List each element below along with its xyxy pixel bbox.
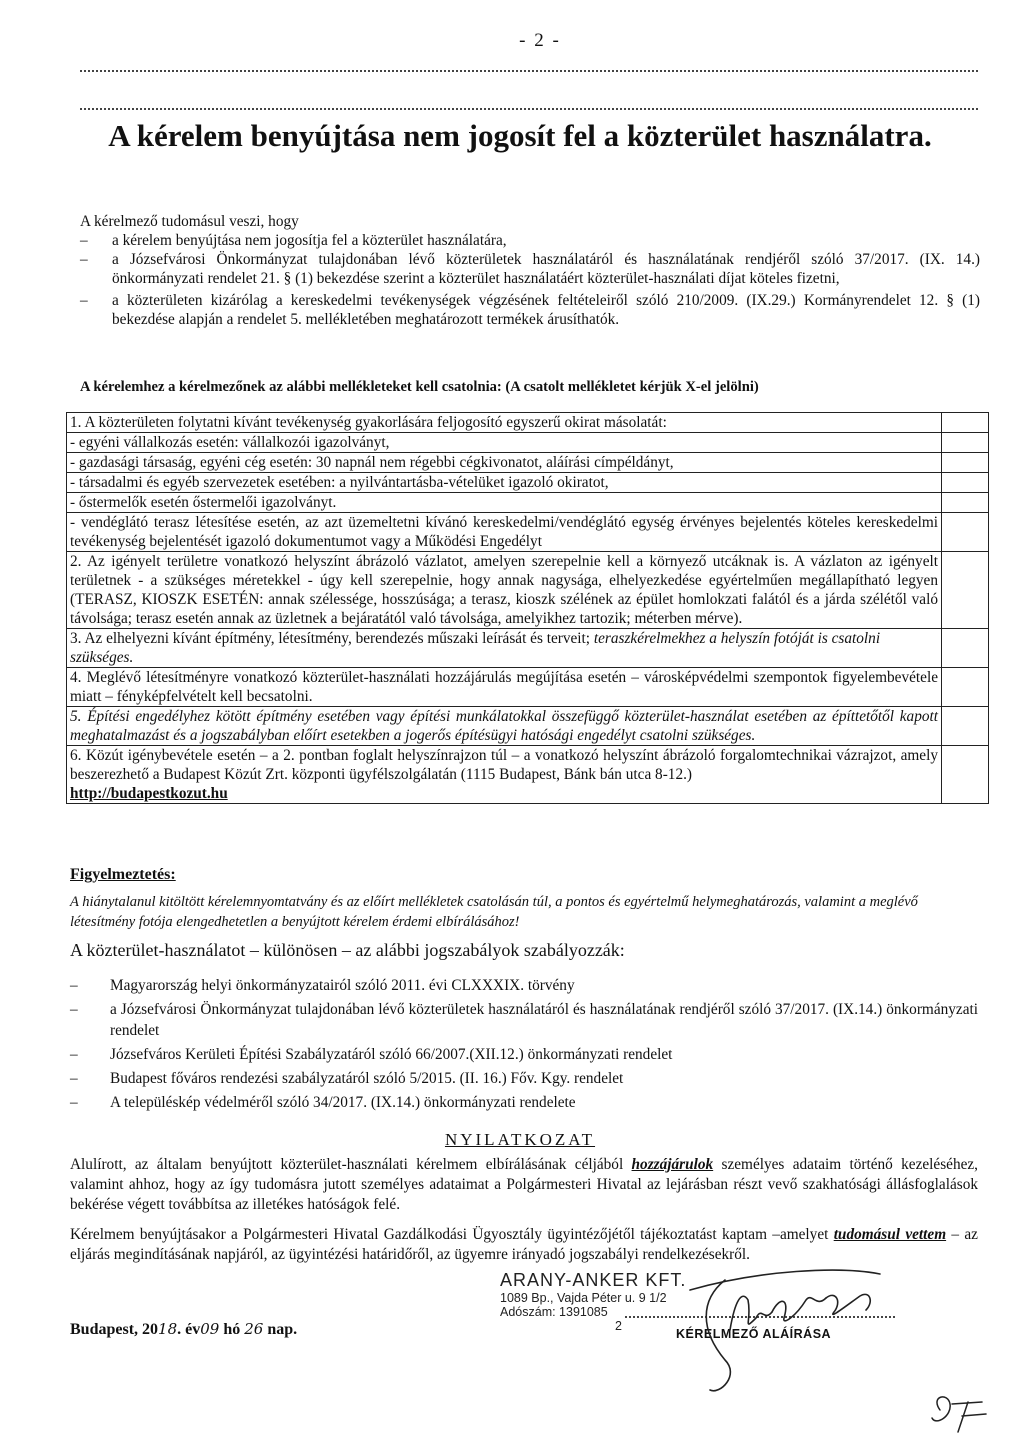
attachment-text: 2. Az igényelt területre vonatkozó helyszínt ábrázoló vázlatot, amelyen szerepelnie kell a környező utcáknak is. A vázlaton az igényelt területnek - a szükséges méretekkel - úgy kell szerepelnie, hogy annak nagysága, elhelyezkedése egyértelműen megállapítható legyen (TERASZ, KIOSZK ESETÉN: annak szélessége, hosszúsága; a terasz, kioszk szélének az épület homlokzati falától és a járda szélétől való távolsága; terasz esetén annak az üzletnek a bejáratától való távolsága, amelyikhez tartozik; méterben mérve). xyxy=(67,552,942,629)
budapest-kozut-link[interactable]: http://budapestkozut.hu xyxy=(70,785,228,802)
attachment-text: 1. A közterületen folytatni kívánt tevékenység gyakorlására feljogosító egyszerű okirat másolatát: xyxy=(67,413,942,433)
headline: A kérelem benyújtása nem jogosít fel a közterület használatra. xyxy=(108,118,932,153)
attachment-text: - vendéglátó terasz létesítése esetén, az azt üzemeltetni kívánó kereskedelmi/vendéglátó egység érvényes bejelentés köteles kereskedelmi tevékenység bejelentését igazoló dokumentumot vagy a Működési Engedélyt xyxy=(67,513,942,552)
handwritten-year: 18 xyxy=(158,1320,178,1338)
attachment-text: - egyéni vállalkozás esetén: vállalkozói igazolványt, xyxy=(67,433,942,453)
law-item: – a Józsefvárosi Önkormányzat tulajdonában lévő közterületek használatáról és használatának rendjéről szóló 37/2017. (IX.14.) önkormányzati rendelet xyxy=(70,1001,978,1039)
declaration-title: NYILATKOZAT xyxy=(444,1130,596,1149)
stamp-name: ARANY-ANKER KFT. xyxy=(500,1270,687,1290)
stamp-address: 1089 Bp., Vajda Péter u. 9 1/2 xyxy=(500,1291,667,1305)
handwritten-day: 26 xyxy=(244,1320,264,1338)
handwritten-month: 09 xyxy=(200,1320,220,1338)
intro-lead: A kérelmező tudomásul veszi, hogy xyxy=(80,213,299,230)
warning-title: Figyelmeztetés: xyxy=(70,866,176,883)
declaration-paragraph: Kérelmem benyújtásakor a Polgármesteri Hivatal Gazdálkodási Ügyosztály ügyintézőjétől tájékoztatást kaptam –amelyet tudomásul vettem – az eljárás megindításának napjáról, az ügyintézési határidőről, az ügyemre irányadó jogszabályi rendelkezésekről. xyxy=(70,1226,978,1263)
attachment-text: - őstermelők esetén őstermelői igazolványt. xyxy=(67,493,942,513)
law-item: – Magyarország helyi önkormányzatairól szóló 2011. évi CLXXXIX. törvény xyxy=(70,977,575,994)
law-item: – A településkép védelméről szóló 34/2017. (IX.14.) önkormányzati rendelete xyxy=(70,1094,576,1111)
law-item: – Józsefváros Kerületi Építési Szabályzatáról szóló 66/2007.(XII.12.) önkormányzati rendelet xyxy=(70,1046,673,1063)
declaration-paragraph: Alulírott, az általam benyújtott közterület-használati kérelmem elbírálásának céljából hozzájárulok személyes adataim történő kezeléséhez, valamint ahhoz, hogy az így tudomásra jutott személyes adataimat a Polgármesteri Hivatal az lejárásban részt vevő szakhatósági állásfoglalások bekérése végett továbbítsa az illetékes hatóságok felé. xyxy=(70,1156,978,1213)
attachment-text: 6. Közút igénybevétele esetén – a 2. pontban foglalt helyszínrajzon túl – a vonatkozó helyszínt ábrázoló forgalomtechnikai vázrajzot, amely beszerezhető a Budapest Közút Zrt. központi ügyfélszolgálatán (1115 Budapest, Bánk bán utca 8-12.) http://budapestkozut.hu xyxy=(67,746,942,804)
law-item: – Budapest főváros rendezési szabályzatáról szóló 5/2015. (II. 16.) Főv. Kgy. rendelet xyxy=(70,1070,624,1087)
signature-label: KÉRELMEZŐ ALÁÍRÁSA xyxy=(676,1327,832,1341)
laws-title: A közterület-használatot – különösen – az alábbi jogszabályok szabályozzák: xyxy=(70,940,625,960)
attachments-heading: A kérelemhez a kérelmezőnek az alábbi mellékleteket kell csatolnia: (A csatolt mellékletet kérjük X-el jelölni) xyxy=(80,379,759,395)
intro-item: – a közterületen kizárólag a kereskedelmi tevékenységek végzésének feltételeiről szóló 210/2009. (IX.29.) Kormányrendelet 12. § (1) bekezdése alapján a rendelet 5. mellékletében meghatározott termékek árusíthatók. xyxy=(80,292,980,328)
stamp-tax-number: Adószám: 1391085 xyxy=(500,1305,608,1319)
stamp-extra: 2 xyxy=(615,1319,622,1333)
attachment-text: - társadalmi és egyéb szervezetek esetében: a nyilvántartásba-vételüket igazoló okiratot, xyxy=(67,473,942,493)
page-number: - 2 - xyxy=(519,30,561,51)
intro-item: – a kérelem benyújtása nem jogosítja fel a közterület használatára, xyxy=(80,232,507,249)
attachment-text: 3. Az elhelyezni kívánt építmény, létesítmény, berendezés műszaki leírását és terveit; teraszkérelmekhez a helyszín fotóját is csatolni szükséges. xyxy=(67,629,942,668)
intro-item: – a Józsefvárosi Önkormányzat tulajdonában lévő közterületek használatáról és használatának rendjéről szóló 37/2017. (IX. 14.) önkormányzati rendelet 21. § (1) bekezdése szerint a közterület használatáért közterület-használati díjat köteles fizetni, xyxy=(80,251,980,287)
attachment-text: 5. Építési engedélyhez kötött építmény esetében vagy építési munkálatokkal összefüggő közterület-használat esetében az építtetőtől kapott meghatalmazást és a jogszabályban előírt esetekben a jogerős építésügyi hatósági engedélyt csatolni szükséges. xyxy=(67,707,942,746)
date-place: Budapest, 2018. év09 hó 26 nap. xyxy=(70,1320,298,1338)
warning-text: A hiánytalanul kitöltött kérelemnyomtatvány és az előírt mellékletek csatolásán túl, a pontos és egyértelmű helymeghatározás, valamint a meglévő létesítmény fotója elengedhetetlen a benyújtott kérelem érdemi elbírálásához! xyxy=(70,894,918,930)
attachment-text: 4. Meglévő létesítményre vonatkozó közterület-használati hozzájárulás megújítása esetén – városképvédelmi szempontok figyelembevétele miatt – fényképfelvételt kell becsatolni. xyxy=(67,668,942,707)
attachment-text: - gazdasági társaság, egyéni cég esetén: 30 napnál nem régebbi cégkivonatot, aláírási címpéldányt, xyxy=(67,453,942,473)
